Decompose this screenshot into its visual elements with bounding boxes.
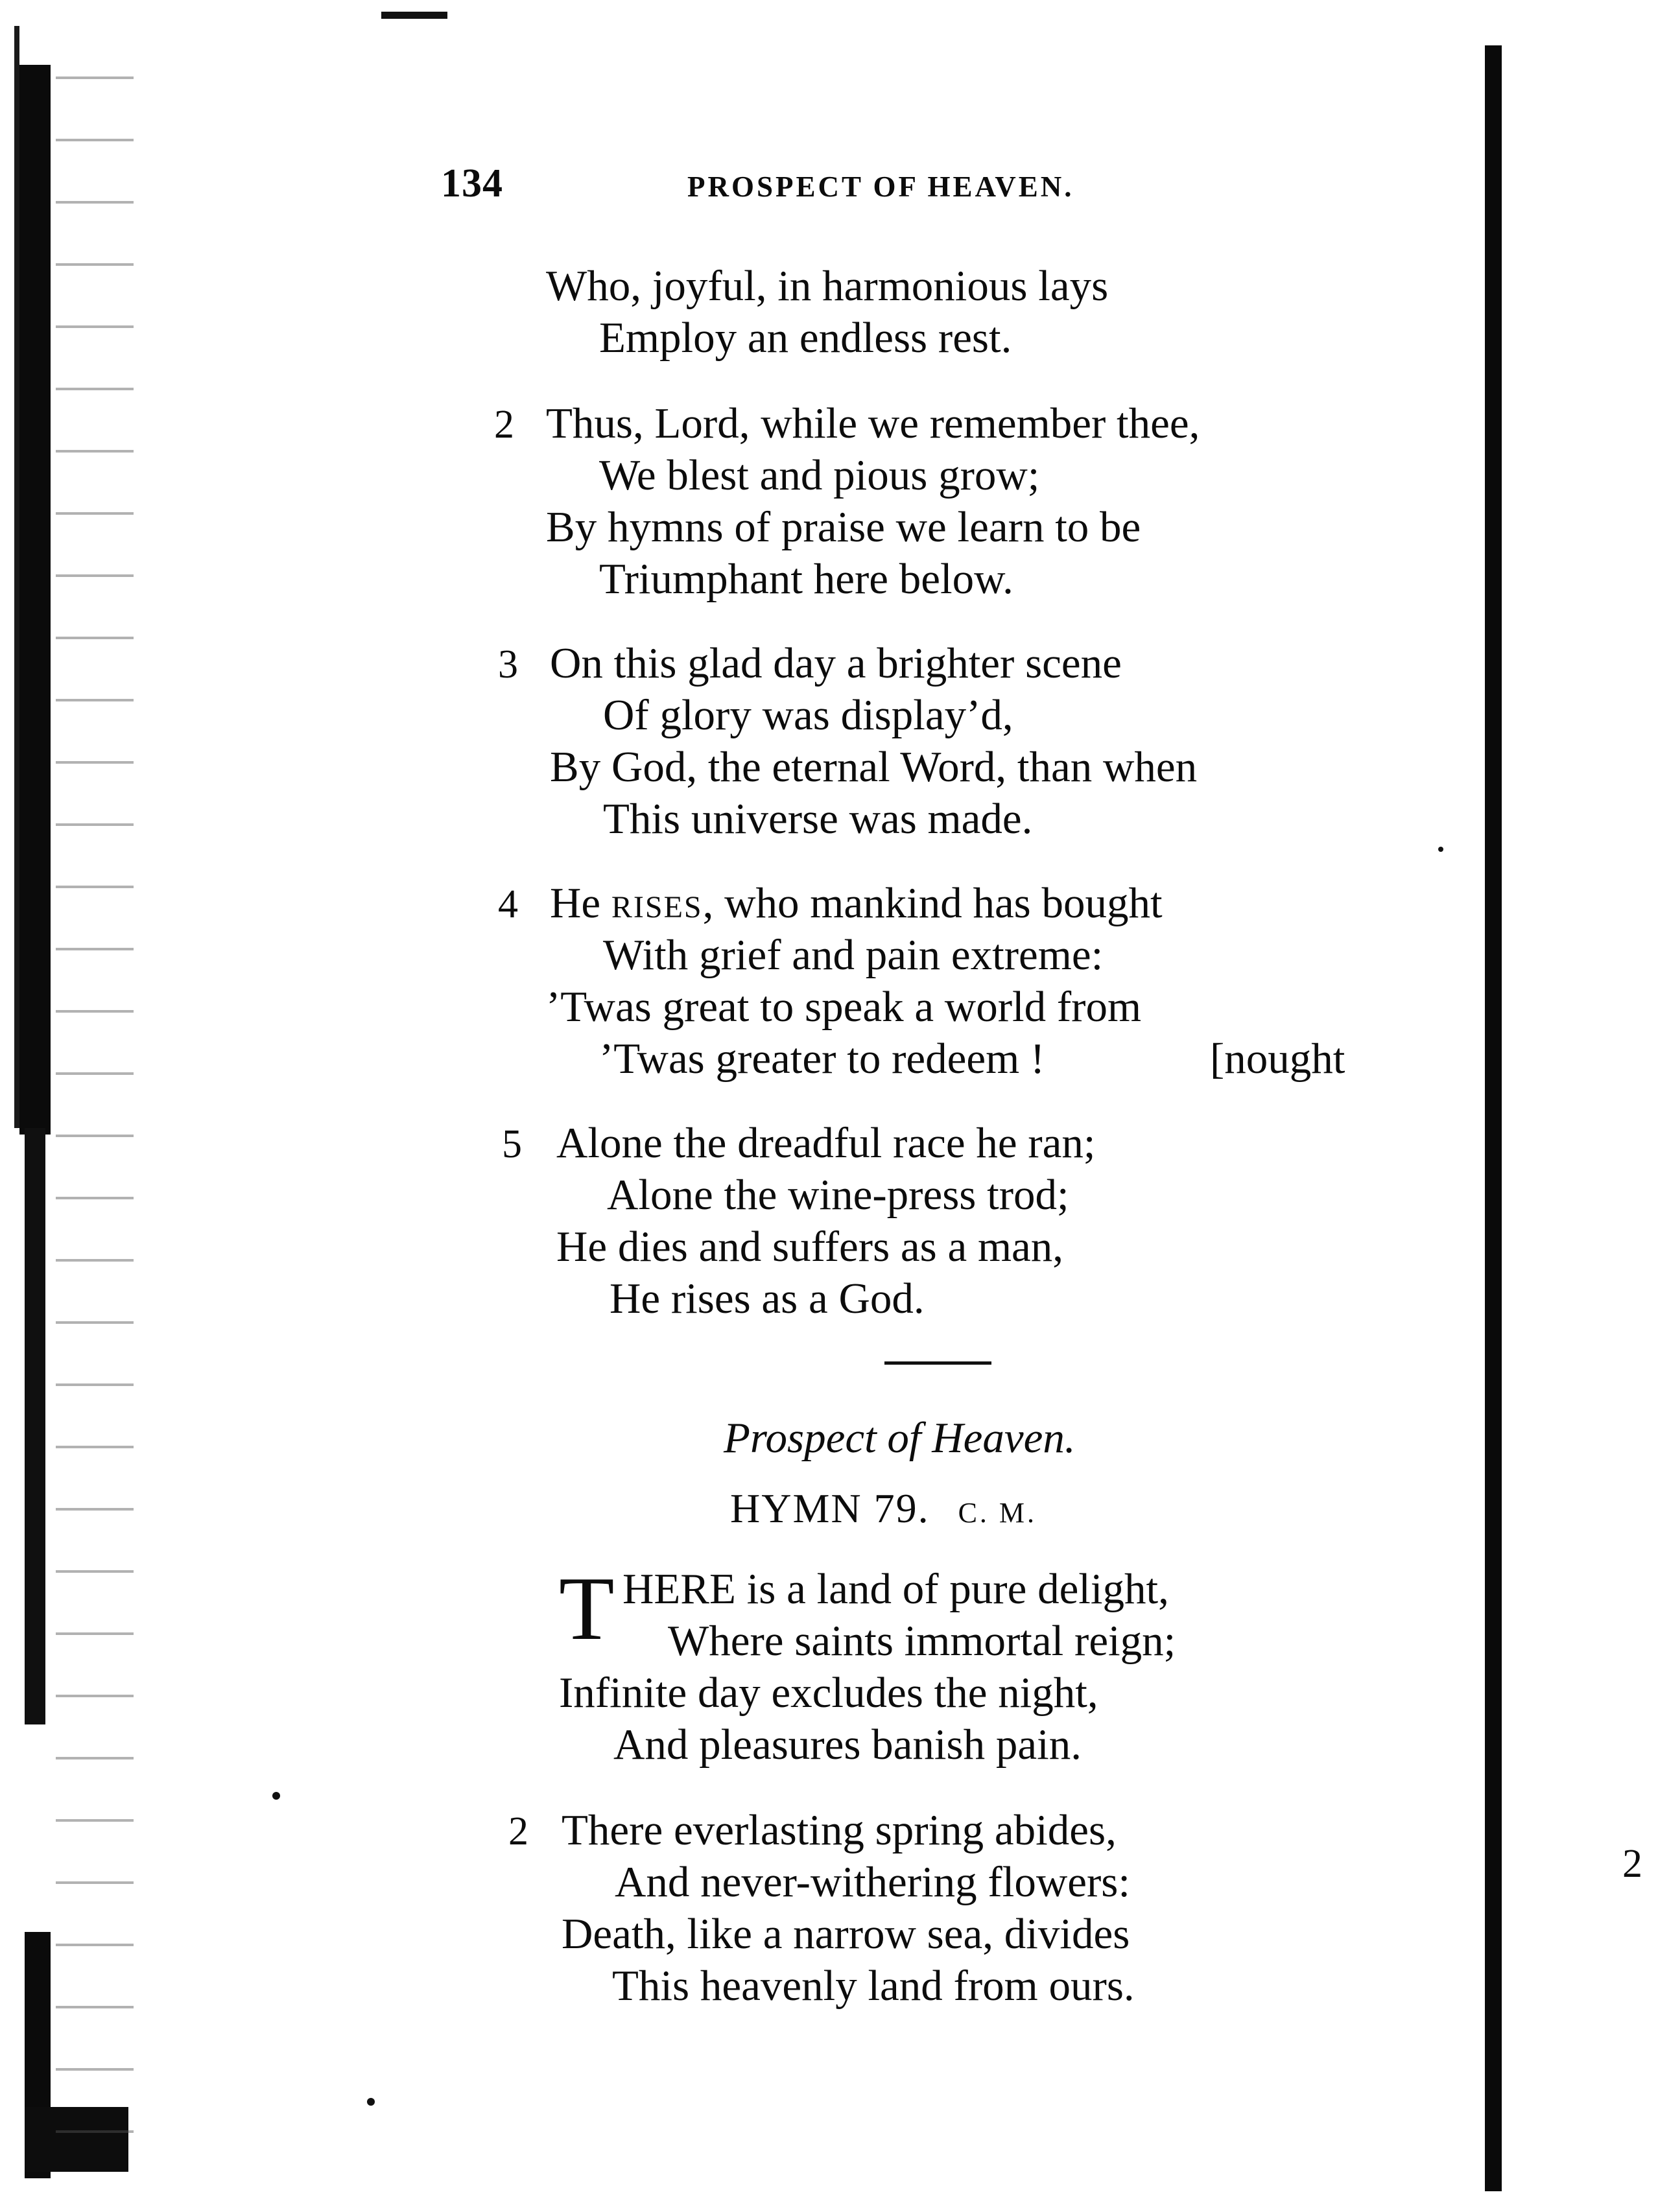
verse-line: Infinite day excludes the night, <box>559 1669 1098 1717</box>
binding-shadow <box>25 1128 45 1724</box>
small-caps-word: RISES <box>611 890 703 924</box>
section-divider <box>884 1361 991 1365</box>
verse-line: ’Twas greater to redeem ! <box>599 1035 1045 1083</box>
verse-line: Where saints immortal reign; <box>668 1617 1176 1665</box>
running-head: PROSPECT OF HEAVEN. <box>687 171 1074 203</box>
verse-line: He rises as a God. <box>610 1275 925 1323</box>
ink-speck <box>367 2098 375 2106</box>
binding-shadow <box>14 26 19 1128</box>
verse-line: On this glad day a brighter scene <box>550 639 1122 687</box>
stanza-number: 4 <box>498 882 518 926</box>
top-edge-rule <box>381 12 447 19</box>
verse-line: Of glory was display’d, <box>603 691 1013 739</box>
page-edge-bar <box>1485 45 1502 2191</box>
binding-specks <box>56 52 134 2165</box>
ink-speck <box>1438 847 1443 852</box>
hymn-heading: HYMN 79. C. M. <box>730 1485 1037 1531</box>
verse-line: HERE is a land of pure delight, <box>622 1565 1169 1613</box>
page-number: 134 <box>441 161 503 206</box>
verse-line: Death, like a narrow sea, divides <box>562 1910 1130 1958</box>
verse-line: And pleasures banish pain. <box>613 1721 1082 1769</box>
verse-line: By God, the eternal Word, than when <box>550 743 1198 791</box>
verse-line: Alone the dreadful race he ran; <box>556 1119 1096 1167</box>
binding-shadow <box>19 65 51 1135</box>
drop-cap: T <box>559 1559 615 1659</box>
verse-line: Alone the wine-press trod; <box>607 1171 1069 1219</box>
stanza-number: 2 <box>508 1809 528 1853</box>
verse-line: ’Twas great to speak a world from <box>546 983 1142 1031</box>
ink-speck <box>272 1792 280 1800</box>
hymn-title: Prospect of Heaven. <box>724 1414 1076 1462</box>
stanza-number: 5 <box>502 1122 522 1166</box>
verse-line: Thus, Lord, while we remember thee, <box>546 399 1200 447</box>
verse-line: With grief and pain extreme: <box>603 931 1104 979</box>
verse-line: Employ an endless rest. <box>599 314 1012 362</box>
turnover-word: [nought <box>1210 1035 1345 1083</box>
verse-line: There everlasting spring abides, <box>562 1806 1117 1854</box>
verse-line: And never-withering flowers: <box>615 1858 1130 1906</box>
verse-line: By hymns of praise we learn to be <box>546 503 1141 551</box>
verse-line: Who, joyful, in harmonious lays <box>546 262 1109 310</box>
verse-line: He RISES, who mankind has bought <box>550 879 1163 927</box>
verse-line: Triumphant here below. <box>599 555 1013 603</box>
verse-line: This universe was made. <box>603 795 1033 843</box>
verse-line: This heavenly land from ours. <box>612 1962 1135 2010</box>
stanza-number: 2 <box>494 403 514 447</box>
stanza-number: 3 <box>498 642 518 687</box>
margin-number: 2 <box>1622 1842 1642 1886</box>
verse-line: He dies and suffers as a man, <box>556 1223 1064 1271</box>
hymn-meter: C. M. <box>958 1497 1037 1529</box>
verse-line: We blest and pious grow; <box>599 451 1040 499</box>
